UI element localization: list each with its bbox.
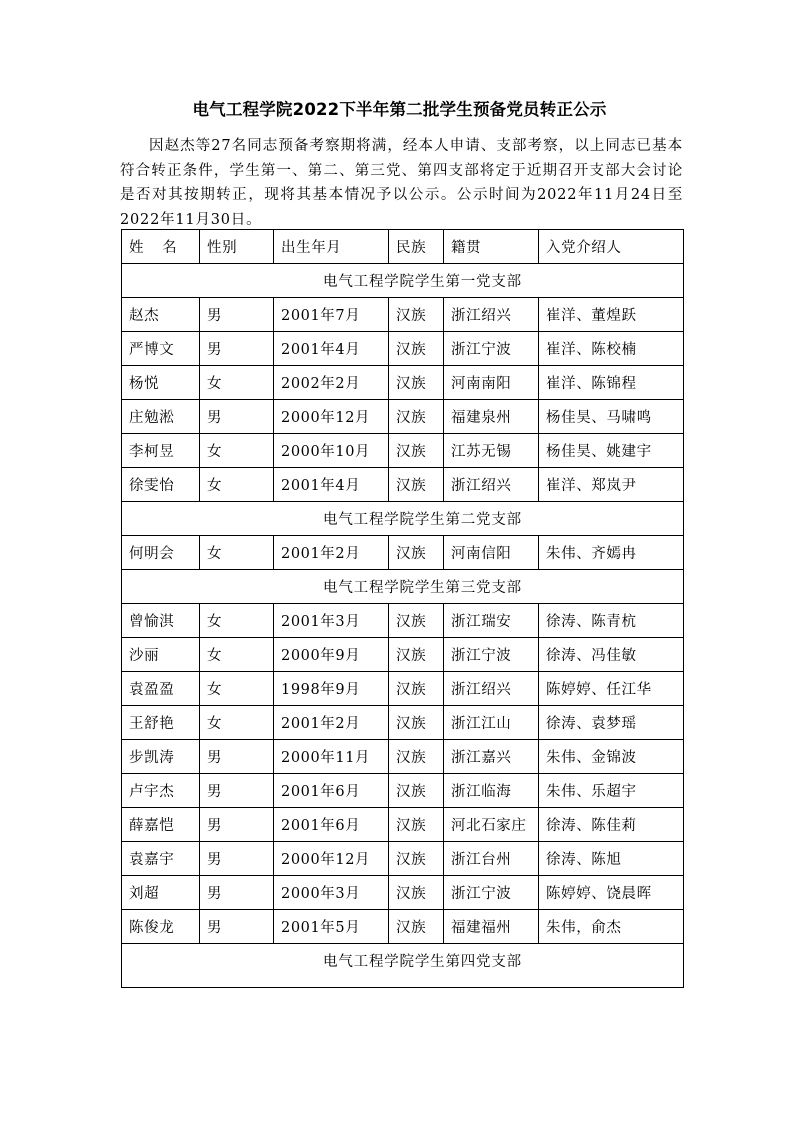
cell-sponsors: 崔洋、董煌跃 <box>539 298 684 332</box>
cell-native-place: 浙江宁波 <box>444 332 539 366</box>
cell-gender: 男 <box>200 298 274 332</box>
cell-birth: 2000年10月 <box>274 434 389 468</box>
cell-ethnicity: 汉族 <box>389 434 444 468</box>
cell-birth: 2001年2月 <box>274 536 389 570</box>
branch-group-row <box>122 944 684 988</box>
cell-ethnicity: 汉族 <box>389 638 444 672</box>
table-row <box>122 400 684 434</box>
cell-ethnicity: 汉族 <box>389 842 444 876</box>
cell-gender: 男 <box>200 808 274 842</box>
branch-name: 电气工程学院学生第二党支部 <box>122 502 684 536</box>
cell-name: 何明会 <box>122 536 200 570</box>
cell-birth: 2000年11月 <box>274 740 389 774</box>
table-row <box>122 468 684 502</box>
table-header-row <box>122 230 684 264</box>
page-title: 电气工程学院2022下半年第二批学生预备党员转正公示 <box>192 100 607 119</box>
cell-native-place: 福建泉州 <box>444 400 539 434</box>
cell-name: 杨悦 <box>122 366 200 400</box>
table-row <box>122 298 684 332</box>
branch-group-row <box>122 264 684 298</box>
cell-birth: 2001年6月 <box>274 774 389 808</box>
cell-birth: 2000年9月 <box>274 638 389 672</box>
cell-sponsors: 徐涛、袁梦瑶 <box>539 706 684 740</box>
cell-name: 步凯涛 <box>122 740 200 774</box>
table-row <box>122 876 684 910</box>
cell-sponsors: 朱伟、金锦波 <box>539 740 684 774</box>
cell-ethnicity: 汉族 <box>389 910 444 944</box>
branch-group-row <box>122 570 684 604</box>
cell-name: 曾愉淇 <box>122 604 200 638</box>
cell-gender: 女 <box>200 366 274 400</box>
header-native-place: 籍贯 <box>444 230 539 264</box>
cell-ethnicity: 汉族 <box>389 536 444 570</box>
cell-ethnicity: 汉族 <box>389 400 444 434</box>
cell-birth: 2002年2月 <box>274 366 389 400</box>
header-name: 姓 名 <box>122 230 200 264</box>
cell-name: 沙丽 <box>122 638 200 672</box>
cell-name: 薛嘉恺 <box>122 808 200 842</box>
cell-gender: 男 <box>200 740 274 774</box>
cell-gender: 女 <box>200 434 274 468</box>
cell-ethnicity: 汉族 <box>389 876 444 910</box>
cell-name: 徐雯怡 <box>122 468 200 502</box>
cell-sponsors: 朱伟，俞杰 <box>539 910 684 944</box>
member-table-body <box>122 230 684 988</box>
cell-ethnicity: 汉族 <box>389 468 444 502</box>
cell-birth: 2000年12月 <box>274 400 389 434</box>
cell-name: 袁嘉宇 <box>122 842 200 876</box>
branch-name: 电气工程学院学生第一党支部 <box>122 264 684 298</box>
cell-sponsors: 徐涛、陈旭 <box>539 842 684 876</box>
cell-name: 王舒艳 <box>122 706 200 740</box>
cell-native-place: 浙江江山 <box>444 706 539 740</box>
cell-birth: 2001年4月 <box>274 332 389 366</box>
cell-sponsors: 徐涛、陈佳莉 <box>539 808 684 842</box>
cell-ethnicity: 汉族 <box>389 672 444 706</box>
table-row <box>122 910 684 944</box>
cell-ethnicity: 汉族 <box>389 366 444 400</box>
cell-birth: 2001年4月 <box>274 468 389 502</box>
member-table <box>121 229 684 988</box>
cell-birth: 2001年7月 <box>274 298 389 332</box>
cell-sponsors: 崔洋、陈锦程 <box>539 366 684 400</box>
cell-birth: 2000年12月 <box>274 842 389 876</box>
cell-gender: 女 <box>200 536 274 570</box>
branch-name: 电气工程学院学生第四党支部 <box>122 944 684 988</box>
cell-gender: 女 <box>200 638 274 672</box>
cell-birth: 1998年9月 <box>274 672 389 706</box>
cell-ethnicity: 汉族 <box>389 808 444 842</box>
cell-name: 李柯昱 <box>122 434 200 468</box>
cell-native-place: 浙江台州 <box>444 842 539 876</box>
cell-native-place: 浙江临海 <box>444 774 539 808</box>
table-row <box>122 740 684 774</box>
cell-gender: 女 <box>200 672 274 706</box>
cell-sponsors: 崔洋、陈校楠 <box>539 332 684 366</box>
cell-name: 袁盈盈 <box>122 672 200 706</box>
cell-native-place: 河南信阳 <box>444 536 539 570</box>
cell-native-place: 浙江瑞安 <box>444 604 539 638</box>
table-row <box>122 536 684 570</box>
cell-gender: 男 <box>200 332 274 366</box>
branch-group-row <box>122 502 684 536</box>
cell-birth: 2001年2月 <box>274 706 389 740</box>
cell-native-place: 浙江宁波 <box>444 876 539 910</box>
branch-name: 电气工程学院学生第三党支部 <box>122 570 684 604</box>
cell-birth: 2001年6月 <box>274 808 389 842</box>
table-row <box>122 808 684 842</box>
cell-gender: 男 <box>200 842 274 876</box>
cell-gender: 男 <box>200 774 274 808</box>
table-row <box>122 842 684 876</box>
cell-ethnicity: 汉族 <box>389 298 444 332</box>
header-ethnicity: 民族 <box>389 230 444 264</box>
cell-sponsors: 杨佳昊、马啸鸣 <box>539 400 684 434</box>
intro-paragraph: 因赵杰等27名同志预备考察期将满，经本人申请、支部考察，以上同志已基本符合转正条件，学生第一、第二、第三党、第四支部将定于近期召开支部大会讨论是否对其按期转正，现将其基本情况予以公示。公示时间为2022年11月24日至2022年11月30日。 <box>120 138 683 228</box>
cell-sponsors: 杨佳昊、姚建宇 <box>539 434 684 468</box>
cell-ethnicity: 汉族 <box>389 774 444 808</box>
table-row <box>122 706 684 740</box>
cell-name: 赵杰 <box>122 298 200 332</box>
cell-birth: 2001年3月 <box>274 604 389 638</box>
cell-native-place: 浙江绍兴 <box>444 298 539 332</box>
cell-native-place: 浙江嘉兴 <box>444 740 539 774</box>
table-row <box>122 332 684 366</box>
cell-sponsors: 徐涛、冯佳敏 <box>539 638 684 672</box>
cell-native-place: 浙江绍兴 <box>444 672 539 706</box>
cell-sponsors: 朱伟、齐嫣冉 <box>539 536 684 570</box>
cell-name: 陈俊龙 <box>122 910 200 944</box>
cell-gender: 女 <box>200 604 274 638</box>
cell-birth: 2000年3月 <box>274 876 389 910</box>
cell-name: 刘超 <box>122 876 200 910</box>
cell-sponsors: 陈婷婷、饶晨晖 <box>539 876 684 910</box>
cell-gender: 女 <box>200 706 274 740</box>
cell-native-place: 河南南阳 <box>444 366 539 400</box>
cell-gender: 男 <box>200 910 274 944</box>
cell-native-place: 浙江宁波 <box>444 638 539 672</box>
table-row <box>122 638 684 672</box>
cell-gender: 女 <box>200 468 274 502</box>
table-row <box>122 434 684 468</box>
cell-name: 卢宇杰 <box>122 774 200 808</box>
table-row <box>122 774 684 808</box>
cell-native-place: 河北石家庄 <box>444 808 539 842</box>
header-sponsors: 入党介绍人 <box>539 230 684 264</box>
cell-sponsors: 朱伟、乐超宇 <box>539 774 684 808</box>
cell-name: 严博文 <box>122 332 200 366</box>
table-row <box>122 604 684 638</box>
cell-sponsors: 徐涛、陈青杭 <box>539 604 684 638</box>
cell-birth: 2001年5月 <box>274 910 389 944</box>
header-birth: 出生年月 <box>274 230 389 264</box>
cell-gender: 男 <box>200 876 274 910</box>
cell-ethnicity: 汉族 <box>389 332 444 366</box>
cell-ethnicity: 汉族 <box>389 740 444 774</box>
cell-ethnicity: 汉族 <box>389 706 444 740</box>
cell-name: 庄勉淞 <box>122 400 200 434</box>
cell-gender: 男 <box>200 400 274 434</box>
cell-ethnicity: 汉族 <box>389 604 444 638</box>
cell-native-place: 浙江绍兴 <box>444 468 539 502</box>
table-row <box>122 366 684 400</box>
cell-sponsors: 崔洋、郑岚尹 <box>539 468 684 502</box>
cell-sponsors: 陈婷婷、任江华 <box>539 672 684 706</box>
cell-native-place: 江苏无锡 <box>444 434 539 468</box>
header-gender: 性别 <box>200 230 274 264</box>
cell-native-place: 福建福州 <box>444 910 539 944</box>
table-row <box>122 672 684 706</box>
